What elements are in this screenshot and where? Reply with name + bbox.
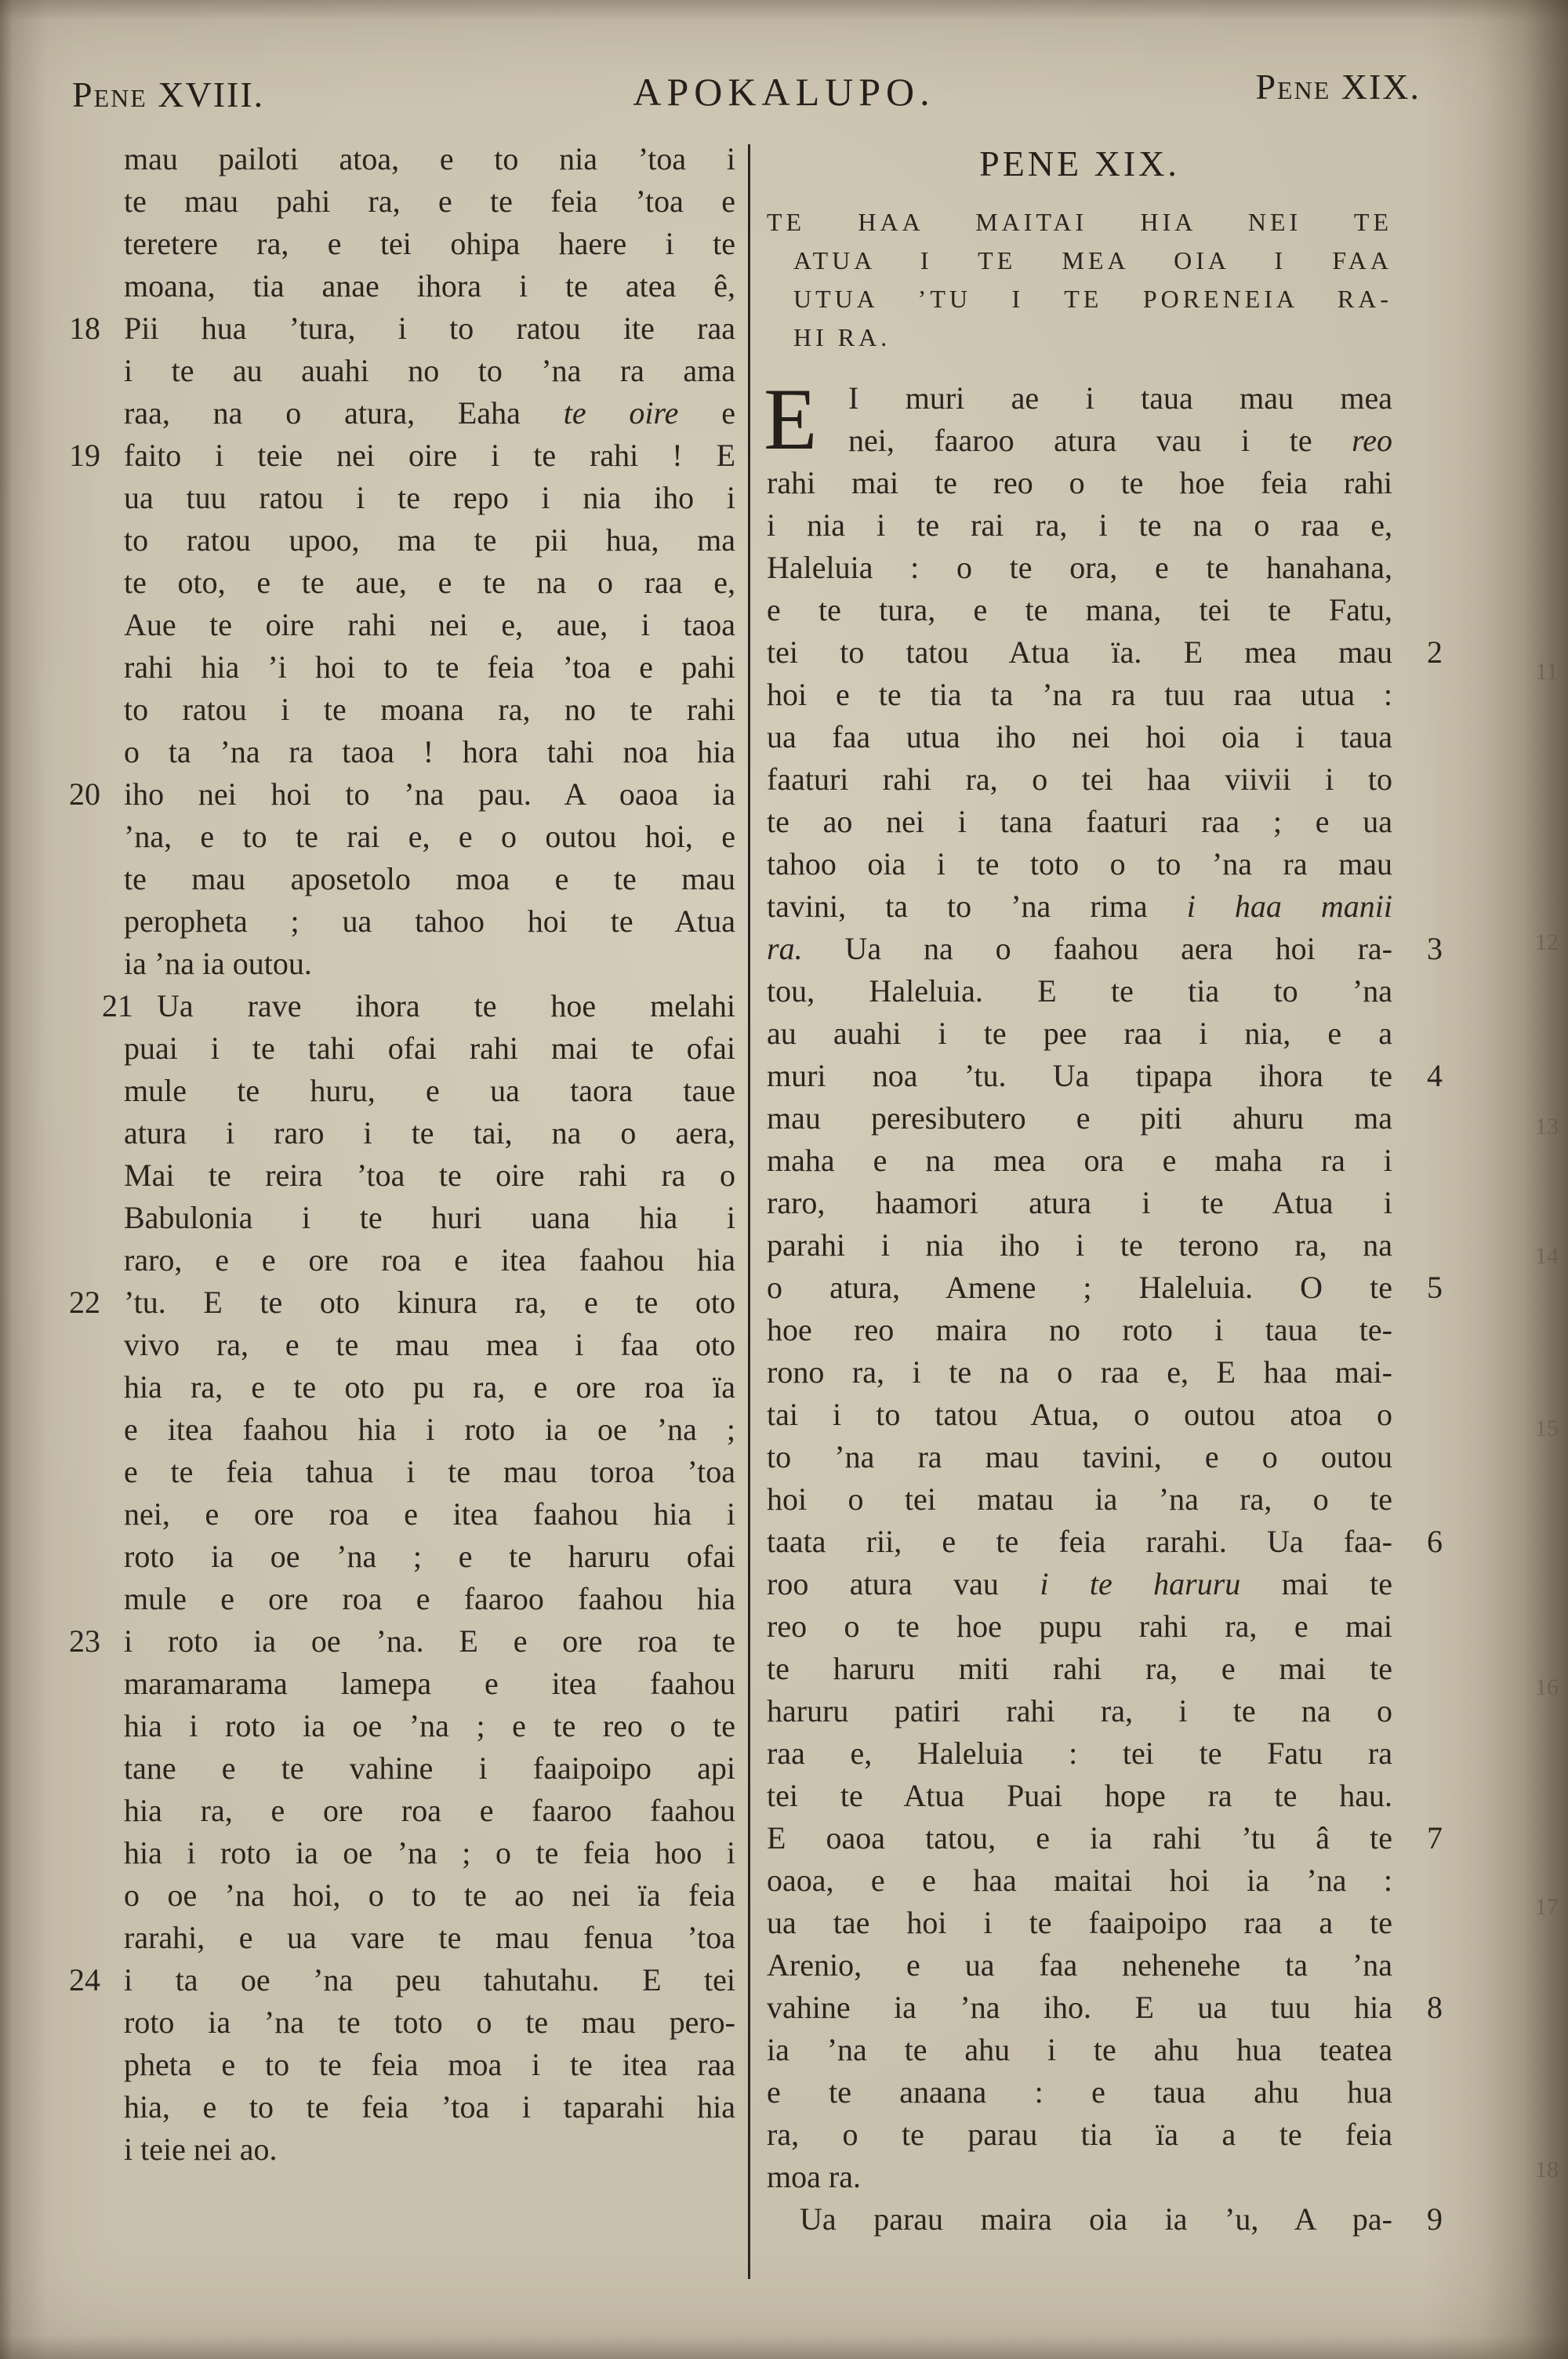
text-line xyxy=(767,801,1392,843)
text-line xyxy=(124,1112,735,1154)
text-line xyxy=(767,1859,1392,1902)
line-text: moana, tia anae ihora i te atea ê, xyxy=(124,268,735,304)
verse-number: 5 xyxy=(1427,1270,1443,1305)
line-text: i roto ia oe ’na. E e ore roa te xyxy=(124,1623,735,1659)
text-line xyxy=(124,2086,735,2128)
text-line xyxy=(767,504,1392,547)
text-line xyxy=(767,758,1392,801)
text-line xyxy=(124,1324,735,1366)
edge-bleedthrough-number: 13 xyxy=(1535,1114,1559,1140)
text-line xyxy=(124,1027,735,1070)
text-line xyxy=(124,1451,735,1493)
text-line xyxy=(767,970,1392,1012)
line-text: te ao nei i tana faaturi raa ; e ua xyxy=(767,804,1392,839)
text-line xyxy=(124,1578,735,1620)
line-text: E oaoa tatou, e ia rahi ’tu â te xyxy=(767,1820,1392,1856)
text-line xyxy=(767,1986,1443,2029)
line-text: puai i te tahi ofai rahi mai te ofai xyxy=(124,1030,735,1066)
line-text: Pii hua ’tura, i to ratou ite raa xyxy=(124,311,735,346)
text-line xyxy=(767,1817,1443,1859)
line-text: Ua rave ihora te hoe melahi xyxy=(157,988,735,1023)
verse-number: 23 xyxy=(69,1623,100,1659)
line-text: o ta ’na ra taoa ! hora tahi noa hia xyxy=(124,734,735,769)
line-text: ra, o te parau tia ïa a te feia xyxy=(767,2117,1392,2152)
line-text: ia ’na ia outou. xyxy=(124,946,312,981)
text-line xyxy=(124,689,735,731)
right-column xyxy=(764,138,1443,2241)
text-line xyxy=(124,1705,735,1747)
line-text: roto ia ’na te toto o te mau pero- xyxy=(124,2005,735,2040)
text-line xyxy=(767,1394,1392,1436)
line-text: tahoo oia i te toto o to ’na ra mau xyxy=(767,846,1392,881)
line-text: tei to tatou Atua ïa. E mea mau xyxy=(767,634,1392,670)
line-text: te mau aposetolo moa e te mau xyxy=(124,861,735,896)
line-text: muri noa ’tu. Ua tipapa ihora te xyxy=(767,1058,1392,1093)
line-text: to ratou i te moana ra, no te rahi xyxy=(124,692,735,727)
text-line xyxy=(124,646,735,689)
line-text: nei, e ore roa e itea faahou hia i xyxy=(124,1496,735,1532)
line-text: tou, Haleluia. E te tia to ’na xyxy=(767,973,1392,1009)
text-line xyxy=(124,1663,735,1705)
line-text: ra. Ua na o faahou aera hoi ra- xyxy=(767,931,1392,966)
line-text: mau peresibutero e piti ahuru ma xyxy=(767,1100,1392,1136)
line-text: rahi mai te reo o te hoe feia rahi xyxy=(767,465,1392,500)
line-text: faito i teie nei oire i te rahi ! E xyxy=(124,438,735,473)
left-column xyxy=(69,138,735,2171)
line-text: hia, e to te feia ’toa i taparahi hia xyxy=(124,2089,735,2125)
text-line xyxy=(124,1747,735,1790)
text-line xyxy=(767,589,1392,631)
line-text: raa, na o atura, Eaha te oire e xyxy=(124,395,735,431)
column-divider xyxy=(748,144,750,2279)
text-line xyxy=(767,1521,1443,1563)
line-text: tai i to tatou Atua, o outou atoa o xyxy=(767,1397,1392,1432)
line-text: roo atura vau i te haruru mai te xyxy=(767,1566,1393,1601)
text-line xyxy=(848,420,1392,462)
text-line xyxy=(767,1690,1392,1732)
text-line xyxy=(124,2001,735,2044)
right-column-lines xyxy=(764,371,1443,2241)
line-text: ’na, e to te rai e, e o outou hoi, e xyxy=(124,819,735,854)
text-line xyxy=(124,604,735,646)
text-line xyxy=(848,377,1392,420)
text-line xyxy=(124,138,735,180)
text-line xyxy=(69,307,735,350)
verse-number: 22 xyxy=(69,1285,100,1320)
line-text: e itea faahou hia i roto ia oe ’na ; xyxy=(124,1412,735,1447)
line-text: hia ra, e ore roa e faaroo faahou xyxy=(124,1793,735,1828)
text-line xyxy=(124,858,735,900)
line-text: Ua parau maira oia ia ’u, A pa- xyxy=(800,2201,1392,2237)
text-line xyxy=(124,1832,735,1874)
running-head-left: Pene XVIII. xyxy=(72,75,265,114)
text-line xyxy=(102,985,735,1027)
verse-number: 6 xyxy=(1427,1524,1443,1559)
verse-number: 19 xyxy=(69,438,100,473)
text-line xyxy=(767,1012,1392,1055)
text-line xyxy=(69,1281,735,1324)
line-text: Arenio, e ua faa nehenehe ta ’na xyxy=(767,1947,1392,1983)
line-text: tavini, ta to ’na rima i haa manii xyxy=(767,889,1393,924)
text-line xyxy=(124,519,735,562)
line-text: vivo ra, e te mau mea i faa oto xyxy=(124,1327,735,1362)
line-text: reo o te hoe pupu rahi ra, e mai xyxy=(767,1608,1392,1644)
text-line xyxy=(124,350,735,392)
line-text: o atura, Amene ; Haleluia. O te xyxy=(767,1270,1392,1305)
line-text: faaturi rahi ra, o tei haa viivii i to xyxy=(767,761,1392,797)
verse-number: 21 xyxy=(102,988,133,1023)
text-line xyxy=(767,1097,1392,1140)
text-line xyxy=(767,547,1392,589)
line-text: pheta e to te feia moa i te itea raa xyxy=(124,2047,735,2082)
text-line xyxy=(767,2114,1392,2156)
line-text: Babulonia i te huri uana hia i xyxy=(124,1200,735,1235)
text-line xyxy=(767,1309,1392,1351)
verse-number: 20 xyxy=(69,776,100,812)
chapter-summary xyxy=(767,203,1392,357)
text-line xyxy=(767,1732,1392,1775)
page-header xyxy=(0,69,1568,124)
line-text: rarahi, e ua vare te mau fenua ’toa xyxy=(124,1920,735,1955)
text-line xyxy=(767,1267,1443,1309)
line-text: mule te huru, e ua taora taue xyxy=(124,1073,735,1108)
line-text: maha e na mea ora e maha ra i xyxy=(767,1143,1392,1178)
verse-number: 9 xyxy=(1427,2201,1443,2237)
text-line xyxy=(124,900,735,943)
text-line xyxy=(767,2198,1443,2241)
text-line xyxy=(124,1790,735,1832)
text-line xyxy=(767,1351,1392,1394)
line-text: peropheta ; ua tahoo hoi te Atua xyxy=(124,903,735,939)
text-line xyxy=(767,1563,1392,1605)
drop-cap: E xyxy=(764,371,818,468)
line-text: roto ia oe ’na ; e te haruru ofai xyxy=(124,1539,735,1574)
text-line xyxy=(767,631,1443,674)
text-line xyxy=(767,2156,1392,2198)
line-text: raro, haamori atura i te Atua i xyxy=(767,1185,1392,1220)
text-line xyxy=(124,562,735,604)
text-line xyxy=(124,1197,735,1239)
text-line xyxy=(767,1224,1392,1267)
line-text: hoi e te tia ta ’na ra tuu raa utua : xyxy=(767,677,1392,712)
edge-bleedthrough-number: 17 xyxy=(1535,1894,1559,1920)
edge-bleedthrough-number: 18 xyxy=(1535,2157,1559,2183)
line-text: te haruru miti rahi ra, e mai te xyxy=(767,1651,1392,1686)
verse-number: 3 xyxy=(1427,931,1443,966)
line-text: hoi o tei matau ia ’na ra, o te xyxy=(767,1481,1392,1517)
text-line xyxy=(767,1648,1392,1690)
text-line xyxy=(767,1902,1392,1944)
line-text: oaoa, e e haa maitai hoi ia ’na : xyxy=(767,1863,1392,1898)
line-text: iho nei hoi to ’na pau. A oaoa ia xyxy=(124,776,735,812)
line-text: o oe ’na hoi, o to te ao nei ïa feia xyxy=(124,1877,735,1913)
text-line xyxy=(124,265,735,307)
line-text: e te anaana : e taua ahu hua xyxy=(767,2074,1392,2110)
line-text: ia ’na te ahu i te ahu hua teatea xyxy=(767,2032,1392,2067)
text-line xyxy=(124,2044,735,2086)
text-line xyxy=(767,1944,1392,1986)
line-text: hoe reo maira no roto i taua te- xyxy=(767,1312,1392,1347)
verse-number: 24 xyxy=(69,1962,100,1997)
line-text: ua faa utua iho nei hoi oia i taua xyxy=(767,719,1392,754)
text-line xyxy=(767,462,1392,504)
text-line xyxy=(767,2071,1392,2114)
text-line xyxy=(767,1775,1392,1817)
text-line xyxy=(767,674,1392,716)
text-line xyxy=(69,434,735,477)
text-line xyxy=(767,843,1392,885)
text-line xyxy=(124,1070,735,1112)
line-text: mau pailoti atoa, e to nia ’toa i xyxy=(124,141,735,176)
line-text: i ta oe ’na peu tahutahu. E tei xyxy=(124,1962,735,1997)
text-line xyxy=(124,1874,735,1917)
text-line xyxy=(767,1605,1392,1648)
line-text: i teie nei ao. xyxy=(124,2132,278,2167)
line-text: ’tu. E te oto kinura ra, e te oto xyxy=(124,1285,735,1320)
chapter-summary-line: TE HAA MAITAI HIA NEI TE xyxy=(767,208,1392,236)
chapter-summary-line: ATUA I TE MEA OIA I FAA xyxy=(793,246,1392,274)
text-line xyxy=(124,1536,735,1578)
text-line xyxy=(124,1408,735,1451)
text-line xyxy=(124,392,735,434)
text-line xyxy=(124,943,735,985)
text-line xyxy=(69,1620,735,1663)
text-line xyxy=(767,2029,1392,2071)
line-text: rahi hia ’i hoi to te feia ’toa e pahi xyxy=(124,649,735,685)
line-text: to ’na ra mau tavini, e o outou xyxy=(767,1439,1392,1474)
text-line xyxy=(124,2128,735,2171)
text-line xyxy=(767,1182,1392,1224)
line-text: ua tuu ratou i te repo i nia iho i xyxy=(124,480,735,515)
book-title: APOKALUPO. xyxy=(633,70,935,114)
line-text: haruru patiri rahi ra, i te na o xyxy=(767,1693,1392,1728)
line-text: atura i raro i te tai, na o aera, xyxy=(124,1115,735,1150)
chapter-summary-line: HI RA. xyxy=(793,323,891,351)
edge-bleedthrough-number: 16 xyxy=(1535,1674,1559,1700)
line-text: au auahi i te pee raa i nia, e a xyxy=(767,1016,1392,1051)
verse-number: 18 xyxy=(69,311,100,346)
line-text: hia i roto ia oe ’na ; e te reo o te xyxy=(124,1708,735,1743)
text-line xyxy=(767,716,1392,758)
text-line xyxy=(767,928,1443,970)
line-text: e te tura, e te mana, tei te Fatu, xyxy=(767,592,1392,627)
line-text: ua tae hoi i te faaipoipo raa a te xyxy=(767,1905,1392,1940)
running-head-right: Pene XIX. xyxy=(1255,67,1421,107)
text-line xyxy=(124,477,735,519)
line-text: te mau pahi ra, e te feia ’toa e xyxy=(124,184,735,219)
chapter-title: PENE XIX. xyxy=(979,144,1180,184)
line-text: maramarama lamepa e itea faahou xyxy=(124,1666,735,1701)
line-text: tei te Atua Puai hope ra te hau. xyxy=(767,1778,1392,1813)
verse-number: 8 xyxy=(1427,1990,1443,2025)
text-line xyxy=(767,1055,1443,1097)
line-text: parahi i nia iho i te terono ra, na xyxy=(767,1227,1392,1263)
line-text: te oto, e te aue, e te na o raa e, xyxy=(124,565,735,600)
verse-number: 7 xyxy=(1427,1820,1443,1856)
text-line xyxy=(767,1140,1392,1182)
edge-bleedthrough-number: 14 xyxy=(1535,1243,1559,1269)
text-line xyxy=(124,1239,735,1281)
line-text: hia i roto ia oe ’na ; o te feia hoo i xyxy=(124,1835,735,1870)
chapter-summary-line: UTUA ’TU I TE PORENEIA RA- xyxy=(793,285,1392,313)
left-column-lines xyxy=(69,138,735,2171)
verse-number: 2 xyxy=(1427,634,1443,670)
line-text: i te au auahi no to ’na ra ama xyxy=(124,353,735,388)
text-line xyxy=(124,1917,735,1959)
verse-number: 4 xyxy=(1427,1058,1443,1093)
line-text: Haleluia : o te ora, e te hanahana, xyxy=(767,550,1392,585)
text-line xyxy=(124,223,735,265)
line-text: teretere ra, e tei ohipa haere i te xyxy=(124,226,735,261)
line-text: tane e te vahine i faaipoipo api xyxy=(124,1750,735,1786)
line-text: nei, faaroo atura vau i te reo xyxy=(848,423,1392,458)
text-line xyxy=(124,1366,735,1408)
line-text: moa ra. xyxy=(767,2159,861,2194)
line-text: taata rii, e te feia rarahi. Ua faa- xyxy=(767,1524,1392,1559)
line-text: Mai te reira ’toa te oire rahi ra o xyxy=(124,1158,735,1193)
text-line xyxy=(124,1493,735,1536)
line-text: Aue te oire rahi nei e, aue, i taoa xyxy=(124,607,735,642)
line-text: e te feia tahua i te mau toroa ’toa xyxy=(124,1454,735,1489)
text-line xyxy=(69,1959,735,2001)
line-text: i nia i te rai ra, i te na o raa e, xyxy=(767,507,1392,543)
line-text: vahine ia ’na iho. E ua tuu hia xyxy=(767,1990,1392,2025)
text-line xyxy=(767,1478,1392,1521)
edge-bleedthrough-number: 12 xyxy=(1535,929,1559,955)
edge-bleedthrough-number: 15 xyxy=(1535,1416,1559,1441)
edge-bleedthrough-number: 11 xyxy=(1535,659,1559,685)
line-text: I muri ae i taua mau mea xyxy=(848,380,1392,416)
text-line xyxy=(124,1154,735,1197)
line-text: raa e, Haleluia : tei te Fatu ra xyxy=(767,1736,1392,1771)
line-text: raro, e e ore roa e itea faahou hia xyxy=(124,1242,735,1278)
line-text: mule e ore roa e faaroo faahou hia xyxy=(124,1581,735,1616)
text-line xyxy=(124,816,735,858)
text-line xyxy=(124,180,735,223)
text-line xyxy=(69,773,735,816)
line-text: rono ra, i te na o raa e, E haa mai- xyxy=(767,1354,1392,1390)
text-line xyxy=(124,731,735,773)
line-text: to ratou upoo, ma te pii hua, ma xyxy=(124,522,735,558)
line-text: hia ra, e te oto pu ra, e ore roa ïa xyxy=(124,1369,735,1405)
text-line xyxy=(767,885,1392,928)
text-line xyxy=(767,1436,1392,1478)
